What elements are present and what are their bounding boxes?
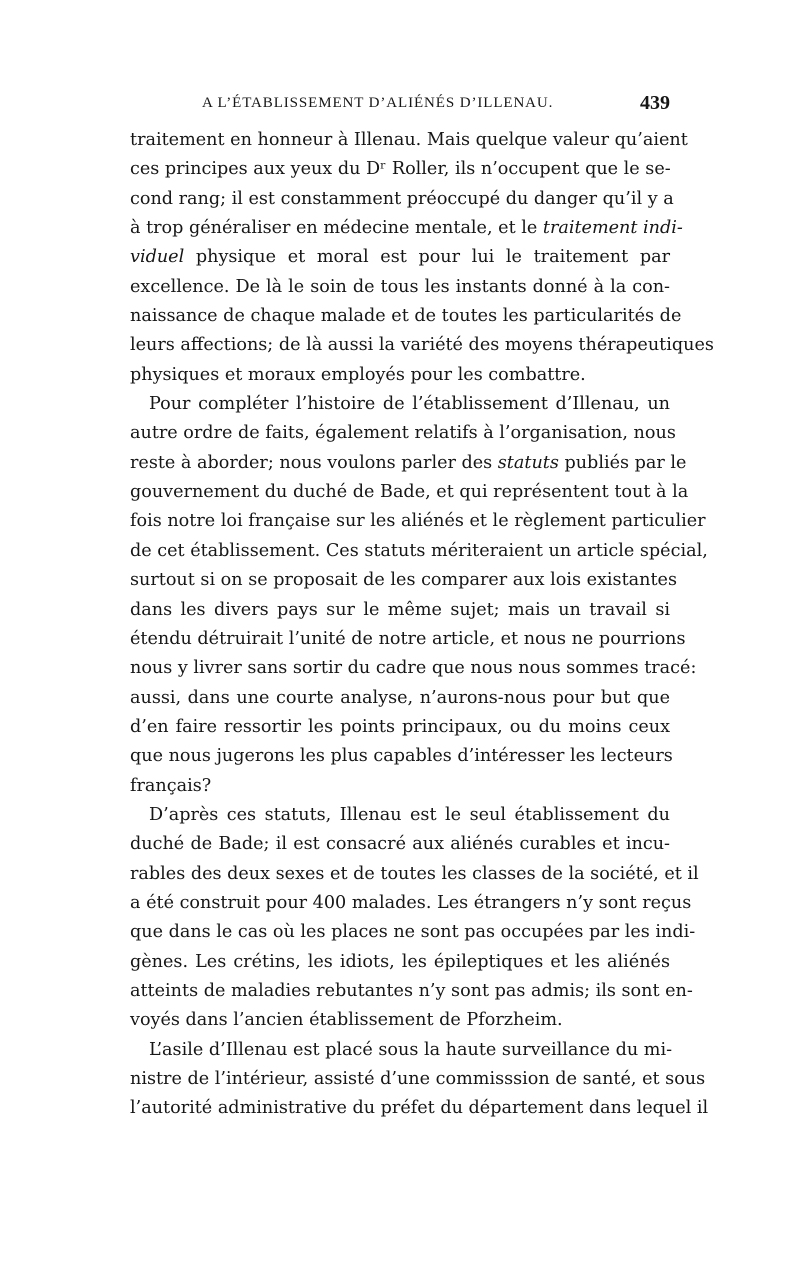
- page-number: 439: [640, 92, 670, 114]
- line-fragment: reste à aborder; nous voulons parler des: [130, 452, 498, 473]
- text-line: nistre de l’intérieur, assisté d’une commisssion de santé, et sous: [130, 1069, 706, 1089]
- text-line: ces principes aux yeux du Dʳ Roller, ils n’occupent que le se-: [130, 159, 671, 180]
- text-line: naissance de chaque malade et de toutes les particularités de: [130, 306, 682, 327]
- text-line: D’après ces statuts, Illenau est le seul établissement du: [149, 804, 670, 825]
- text-line: rables des deux sexes et de toutes les classes de la société, et il: [130, 863, 699, 884]
- text-line: aussi, dans une courte analyse, n’aurons-nous pour but que: [130, 687, 670, 708]
- text-line: autre ordre de faits, également relatifs à l’organisation, nous: [130, 423, 676, 444]
- text-line: de cet établissement. Ces statuts mériteraient un article spécial,: [130, 540, 708, 561]
- italic-phrase: viduel: [130, 247, 185, 268]
- text-line: voyés dans l’ancien établissement de Pforzheim.: [130, 1010, 563, 1031]
- text-line: surtout si on se proposait de les comparer aux lois existantes: [130, 570, 677, 591]
- text-line: leurs affections; de là aussi la variété des moyens thérapeutiques: [130, 335, 714, 356]
- line-fragment: publiés par le: [558, 452, 687, 473]
- text-line: a été construit pour 400 malades. Les étrangers n’y sont reçus: [130, 892, 692, 913]
- text-line: [130, 214, 683, 243]
- text-line: physiques et moraux employés pour les combattre.: [130, 364, 586, 385]
- line-fragment: physique et moral est pour lui le traitement par: [184, 247, 670, 268]
- italic-phrase: traitement indi-: [542, 218, 683, 239]
- paragraph: [130, 390, 708, 801]
- text-line: français?: [130, 775, 212, 796]
- text-line: cond rang; il est constamment préoccupé du danger qu’il y a: [130, 188, 674, 209]
- text-line: d’en faire ressortir les points principaux, ou du moins ceux: [130, 716, 670, 737]
- text-line: atteints de maladies rebutantes n’y sont pas admis; ils sont en-: [130, 980, 693, 1001]
- running-title: A L’ÉTABLISSEMENT D’ALIÉNÉS D’ILLENAU.: [202, 95, 554, 111]
- text-line: [130, 243, 670, 272]
- text-line: traitement en honneur à Illenau. Mais quelque valeur qu’aient: [130, 130, 688, 150]
- text-line: l’autorité administrative du préfet du département dans lequel il: [130, 1098, 709, 1119]
- text-line: dans les divers pays sur le même sujet; mais un travail si: [130, 599, 670, 620]
- text-line: que nous jugerons les plus capables d’intéresser les lecteurs: [130, 746, 673, 767]
- text-line: Pour compléter l’histoire de l’établissement d’Illenau, un: [149, 394, 670, 415]
- text-line: fois notre loi française sur les aliénés et le règlement particulier: [130, 511, 706, 532]
- body-text: [130, 126, 714, 1124]
- text-line: nous y livrer sans sortir du cadre que nous nous sommes tracé:: [130, 658, 697, 679]
- text-line: étendu détruirait l’unité de notre article, et nous ne pourrions: [130, 628, 686, 649]
- text-line: L’asile d’Illenau est placé sous la haute surveillance du mi-: [149, 1039, 673, 1060]
- paragraph: [130, 1036, 709, 1124]
- paragraph: [130, 126, 714, 390]
- italic-phrase: statuts: [497, 452, 559, 473]
- text-line: que dans le cas où les places ne sont pas occupées par les indi-: [130, 922, 696, 943]
- text-line: gènes. Les crétins, les idiots, les épileptiques et les aliénés: [130, 951, 670, 972]
- text-line: [130, 449, 687, 478]
- paragraph: [130, 801, 699, 1036]
- text-line: gouvernement du duché de Bade, et qui représentent tout à la: [130, 482, 689, 503]
- text-line: duché de Bade; il est consacré aux aliénés curables et incu-: [130, 834, 670, 855]
- line-fragment: à trop généraliser en médecine mentale, et le: [130, 218, 543, 239]
- text-line: excellence. De là le soin de tous les instants donné à la con-: [130, 276, 670, 297]
- running-header: [130, 88, 670, 118]
